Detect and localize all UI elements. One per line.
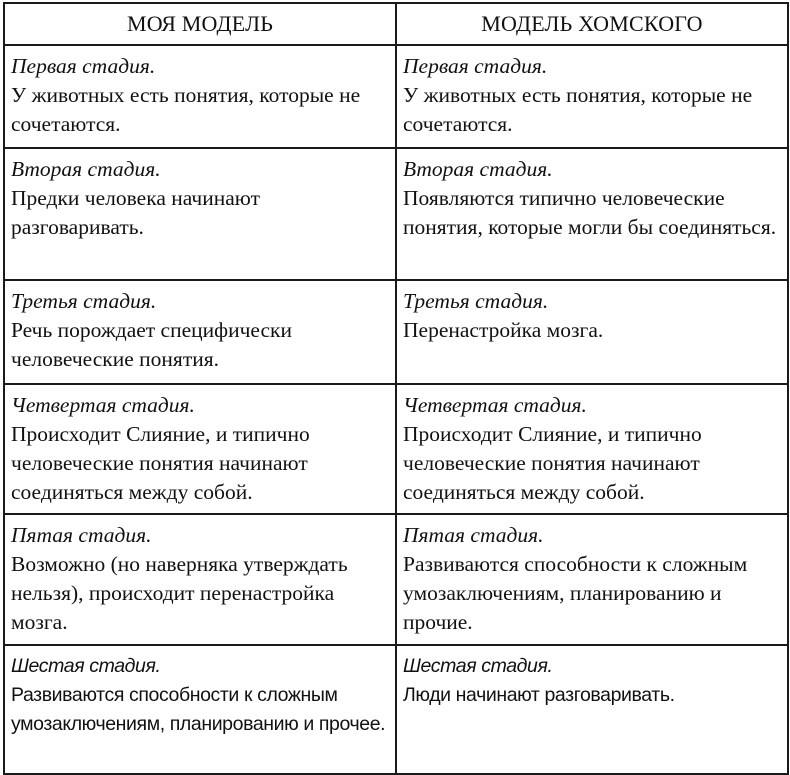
header-my-model: МОЯ МОДЕЛЬ (4, 3, 396, 45)
stage-description: Предки человека начинают разговаривать. (11, 186, 260, 239)
stage-title: Первая стадия. (11, 54, 156, 78)
stage-title: Третья стадия. (11, 289, 157, 313)
stage-description: Происходит Слияние, и типично человеческие понятия начинают соединяться между собой. (11, 422, 310, 504)
stage-title: Первая стадия. (403, 54, 548, 78)
stage-title: Третья стадия. (403, 289, 549, 313)
stage-title: Пятая стадия. (403, 523, 544, 547)
chomsky-model-cell (396, 384, 788, 514)
stage-description: Возможно (но наверняка утверждать нельзя), происходит перенастройка мозга. (11, 552, 348, 634)
my-model-cell (4, 280, 396, 384)
chomsky-model-cell (396, 645, 788, 774)
header-row (4, 3, 788, 45)
table-row (4, 645, 788, 774)
table-row (4, 514, 788, 645)
my-model-cell (4, 514, 396, 645)
stage-title: Вторая стадия. (403, 157, 553, 181)
table-row (4, 148, 788, 280)
stage-description: Перенастройка мозга. (403, 318, 604, 342)
stage-title: Пятая стадия. (11, 523, 152, 547)
my-model-cell (4, 148, 396, 280)
my-model-cell (4, 645, 396, 774)
stage-description: Речь порождает специфически человеческие понятия. (11, 318, 292, 371)
comparison-table (3, 2, 789, 775)
chomsky-model-cell (396, 45, 788, 148)
stage-description: У животных есть понятия, которые не сочетаются. (11, 83, 361, 136)
chomsky-model-cell (396, 280, 788, 384)
stage-description: Развиваются способности к сложным умозаключениям, планированию и прочие. (403, 552, 748, 634)
table-row (4, 280, 788, 384)
chomsky-model-cell (396, 514, 788, 645)
stage-description: Происходит Слияние, и типично человеческие понятия начинают соединяться между собой. (403, 422, 702, 504)
stage-title: Четвертая стадия. (403, 393, 587, 417)
stage-title: Вторая стадия. (11, 157, 161, 181)
table-row (4, 45, 788, 148)
chomsky-model-cell (396, 148, 788, 280)
stage-title: Четвертая стадия. (11, 393, 195, 417)
my-model-cell (4, 45, 396, 148)
stage-description: У животных есть понятия, которые не сочетаются. (403, 83, 753, 136)
stage-title: Шестая стадия. (403, 655, 553, 677)
header-chomsky-model: МОДЕЛЬ ХОМСКОГО (396, 3, 788, 45)
stage-description: Люди начинают разговаривать. (403, 684, 675, 706)
stage-description: Развиваются способности к сложным умозаключениям, планированию и прочее. (11, 684, 386, 735)
stage-title: Шестая стадия. (11, 655, 161, 677)
table-row (4, 384, 788, 514)
my-model-cell (4, 384, 396, 514)
stage-description: Появляются типично человеческие понятия, которые могли бы соединяться. (403, 186, 777, 239)
